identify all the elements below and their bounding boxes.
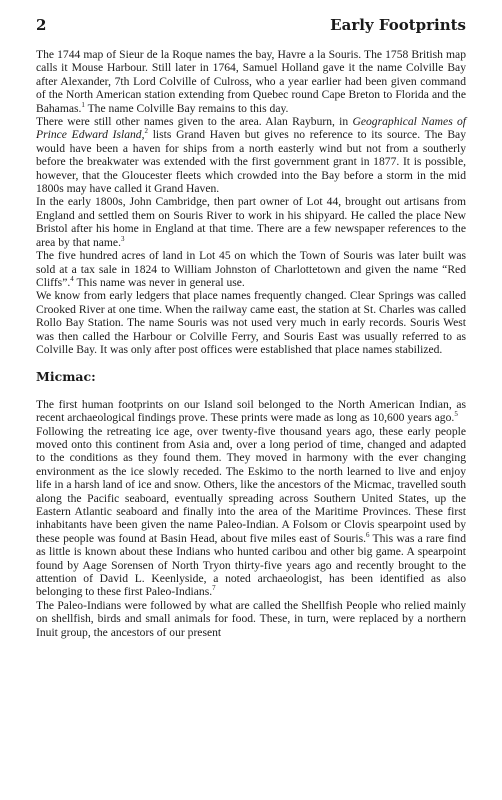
paragraph-place-names: The 1744 map of Sieur de la Roque names the bay, Havre a la Souris. The 1758 British map calls it Mouse Harbour. Still later in 1764, Samuel Holland gave it the name Colville Bay after Alexander, 7th Lord Colville of Culross, who a year earlier had been given command of the North American station extending from Quebec round Cape Breton to Florida and the Bahamas.$^1$ The name Colville Bay remains to this day. bbox=[36, 48, 466, 115]
footnote-marker: 4 bbox=[70, 275, 74, 284]
paragraph-first-footprints: The first human footprints on our Island soil belonged to the North American Indian, as recent archaeological findings prove. These prints were made as long as 10,600 years ago.$^5$ bbox=[36, 397, 466, 425]
running-title: Early Footprints bbox=[330, 16, 466, 34]
paragraph-red-cliffs: The five hundred acres of land in Lot 45 on which the Town of Souris was later built was sold at a tax sale in 1824 to William Johnston of Charlottetown and given the name “Red Cliffs”.$^4$ This name was never in general use. bbox=[36, 249, 466, 289]
footnote-marker: 7 bbox=[212, 584, 216, 593]
book-title-citation: Geographical Names of Prince Edward Island, bbox=[36, 115, 466, 142]
section-heading-micmac: Micmac: bbox=[36, 369, 96, 385]
footnote-marker: 3 bbox=[120, 234, 125, 243]
paragraph-grand-haven: There were still other names given to the area. Alan Rayburn, in Geographical Names of Prince Edward Island,$^2$ lists Grand Haven but gives no reference to its source. The Bay would have been a haven for ships from a north easterly wind but not from a southerly before the breakwater was extended with the first government grant in 1877. It is possible, however, that the Gloucester fleets which crowded into the Bay before a storm in the mid 1800s may have called it Grand Haven. bbox=[36, 115, 467, 196]
body-text bbox=[36, 48, 466, 639]
paragraph-shellfish-people: The Paleo-Indians were followed by what are called the Shellfish People who relied mainly on shellfish, birds and small animals for food. These, in turn, were replaced by a northern Inuit group, the ancestors of our present bbox=[36, 598, 466, 639]
paragraph-ledgers: We know from early ledgers that place names frequently changed. Clear Springs was called Crooked River at one time. When the railway came east, the station at St. Charles was called Rollo Bay Station. The name Souris was not used very much in early records. Souris West was then called the Harbour or Colville Ferry, and Souris East was usually referred to as Colville Bay. It was only after post offices were established that place names stabilized. bbox=[36, 289, 466, 356]
page-header bbox=[36, 16, 466, 38]
footnote-marker: 5 bbox=[454, 410, 458, 419]
page-number: 2 bbox=[36, 16, 47, 34]
footnote-marker: 2 bbox=[144, 127, 148, 136]
footnote-marker: 6 bbox=[366, 530, 370, 539]
paragraph-new-bristol: In the early 1800s, John Cambridge, then part owner of Lot 44, brought out artisans from England and settled them on Souris River to work in his shipyard. He called the place New Bristol after his home in England at that time. There are a few newspaper references to the area by that name.$^3$ bbox=[36, 195, 466, 249]
paragraph-ice-age: Following the retreating ice age, over twenty-five thousand years ago, these early people moved onto this continent from Asia and, over a long period of time, changed and adapted to the conditions as they found them. They moved in harmony with the ever changing environment as the ice slowly receded. The Eskimo to the north learned to live and enjoy life in a harsh land of ice and snow. Others, like the ancestors of the Micmac, travelled south along the Pacific seaboard, eventually spreading across Southern United States, up the Eastern Atlantic seaboard and finally into the area of the Maritime Provinces. These first inhabitants have been given the name Paleo-Indian. A Folsom or Clovis spearpoint used by these people was found at Basin Head, about five miles east of Souris.$^6$ This was a rare find as little is known about these Indians who hunted caribou and other big game. A spearpoint found by Aage Sorensen of North Tryon thirty-five years ago and recently brought to the attention of David L. Keenlyside, a noted archaeologist, has been identified as also belonging to these first Paleo-Indians.$^7$ bbox=[36, 424, 466, 599]
footnote-marker: 1 bbox=[81, 100, 85, 109]
